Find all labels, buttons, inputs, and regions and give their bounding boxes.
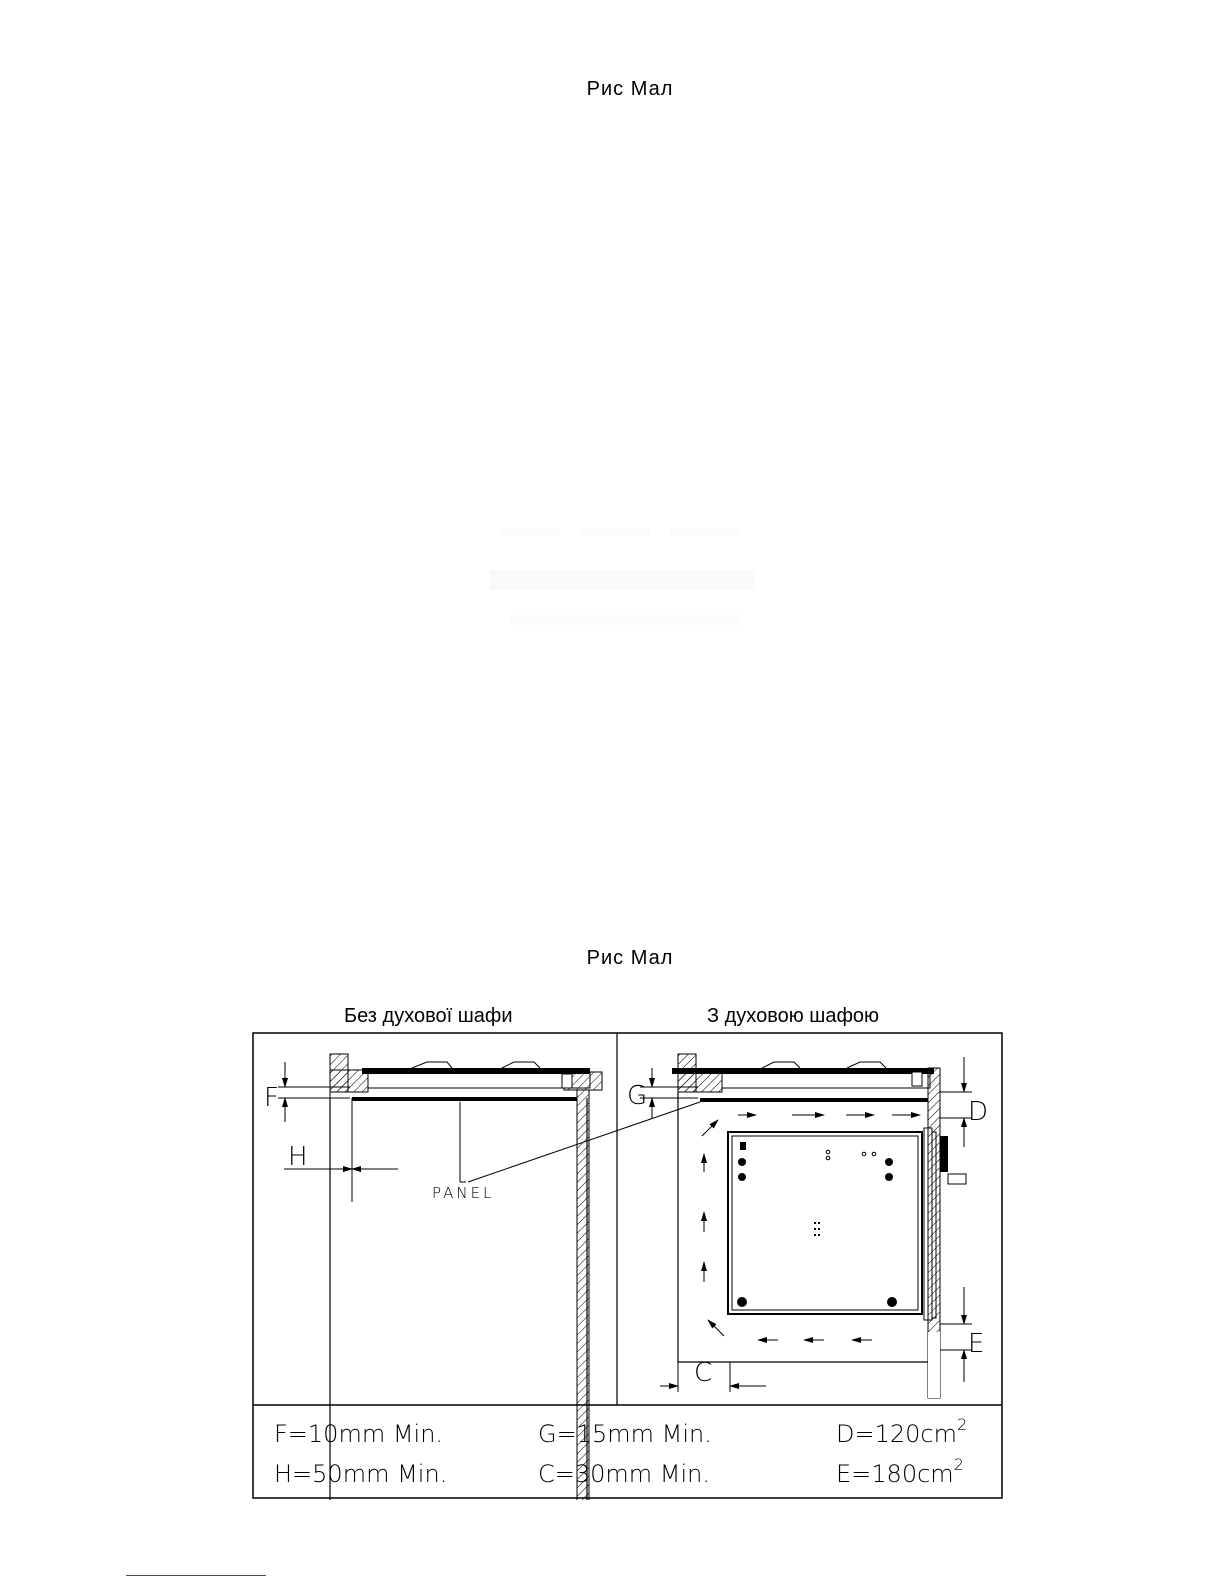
- footer-link-underline[interactable]: [126, 1575, 266, 1576]
- legend-c: C=30mm Min.: [538, 1460, 711, 1488]
- figure-caption-bottom: Рис Мал: [586, 947, 674, 969]
- label-d: D: [968, 1097, 989, 1127]
- label-h: H: [288, 1142, 308, 1172]
- label-e: E: [968, 1329, 985, 1359]
- watermark: [490, 520, 755, 650]
- heading-with-oven: З духовою шафою: [707, 1005, 880, 1027]
- legend-e: $E=180cm^2$: [836, 1455, 964, 1488]
- label-f: F: [264, 1083, 279, 1113]
- installation-diagram: [252, 1032, 1004, 1500]
- legend-d: $D=120cm^2$: [836, 1415, 968, 1448]
- figure-caption-top: Рис Мал: [586, 78, 674, 100]
- right-panel-drawing: [672, 1054, 966, 1398]
- legend-g: G=15mm Min.: [538, 1420, 712, 1448]
- dimension-c: [660, 1362, 766, 1392]
- label-c: C: [694, 1358, 713, 1388]
- label-g: G: [627, 1081, 648, 1111]
- airflow-arrows: [702, 1115, 920, 1340]
- legend-h: H=50mm Min.: [274, 1460, 448, 1488]
- label-panel: PANEL: [432, 1184, 495, 1202]
- heading-without-oven: Без духової шафи: [344, 1005, 513, 1027]
- legend-f: F=10mm Min.: [274, 1420, 444, 1448]
